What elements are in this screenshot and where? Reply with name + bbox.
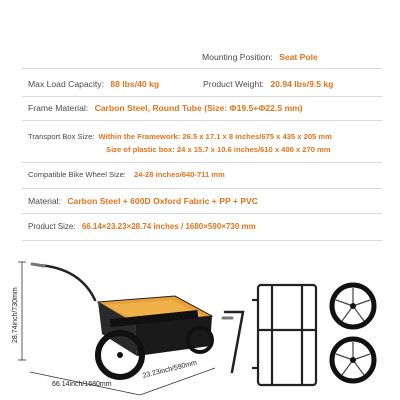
weight-value: 20.94 lbs/9.5 kg [270, 79, 334, 89]
wheel-value: 24-28 inches/640-711 mm [134, 170, 225, 179]
divider [22, 162, 382, 163]
divider [22, 240, 382, 241]
material-label: Material: [28, 196, 61, 206]
spec-transport-row [28, 130, 332, 143]
dimension-lines [18, 262, 215, 395]
tow-arm [32, 264, 95, 300]
divider [22, 68, 382, 69]
frame-label: Frame Material: [28, 103, 89, 113]
spec-max-load-row [28, 79, 159, 89]
spec-product-size-row [28, 222, 256, 231]
spec-wheel-row [28, 170, 225, 179]
mounting-value: Seat Pole [279, 52, 318, 62]
wheel-label: Compatible Bike Wheel Size: [28, 170, 126, 179]
height-dimension-label: 28.74inch/730mm [12, 287, 19, 343]
spec-mounting-row [202, 52, 318, 62]
spec-material-row [28, 196, 258, 206]
spec-frame-row [28, 103, 303, 113]
mounting-label: Mounting Position: [202, 52, 273, 62]
max-load-label: Max Load Capacity: [28, 79, 104, 89]
frame-value: Carbon Steel, Round Tube (Size: Φ19.5+Φ22.5 mm) [94, 103, 303, 113]
spare-wheel-2 [332, 339, 374, 381]
transport-value-1: Within the Framework: 26.5 x 17.1 x 8 inches/675 x 435 x 205 mm [98, 132, 332, 141]
product-size-value: 66.14×23.23×28.74 inches / 1680×590×730 mm [81, 222, 256, 231]
width-dimension-label: 23.23inch/590mm [142, 359, 198, 380]
cargo-box [98, 296, 212, 356]
transport-label: Transport Box Size: [28, 132, 95, 141]
product-size-label: Product Size: [28, 222, 76, 231]
divider [22, 96, 382, 97]
spare-tow-arm [223, 312, 243, 372]
divider [22, 213, 382, 214]
trailer-frame [252, 285, 316, 385]
spec-transport-row-2 [106, 145, 331, 154]
divider [22, 188, 382, 189]
weight-label: Product Weight: [203, 79, 264, 89]
spec-weight-row [203, 79, 333, 89]
transport-value-2: Size of plastic box: 24 x 15.7 x 10.6 inches/610 x 400 x 270 mm [106, 145, 331, 154]
max-load-value: 88 lbs/40 kg [110, 79, 160, 89]
spare-wheel-1 [332, 285, 374, 327]
length-dimension-label: 66.14inch/1680mm [52, 381, 112, 388]
material-value: Carbon Steel + 600D Oxford Fabric + PP + PVC [67, 196, 258, 206]
divider [22, 120, 382, 121]
